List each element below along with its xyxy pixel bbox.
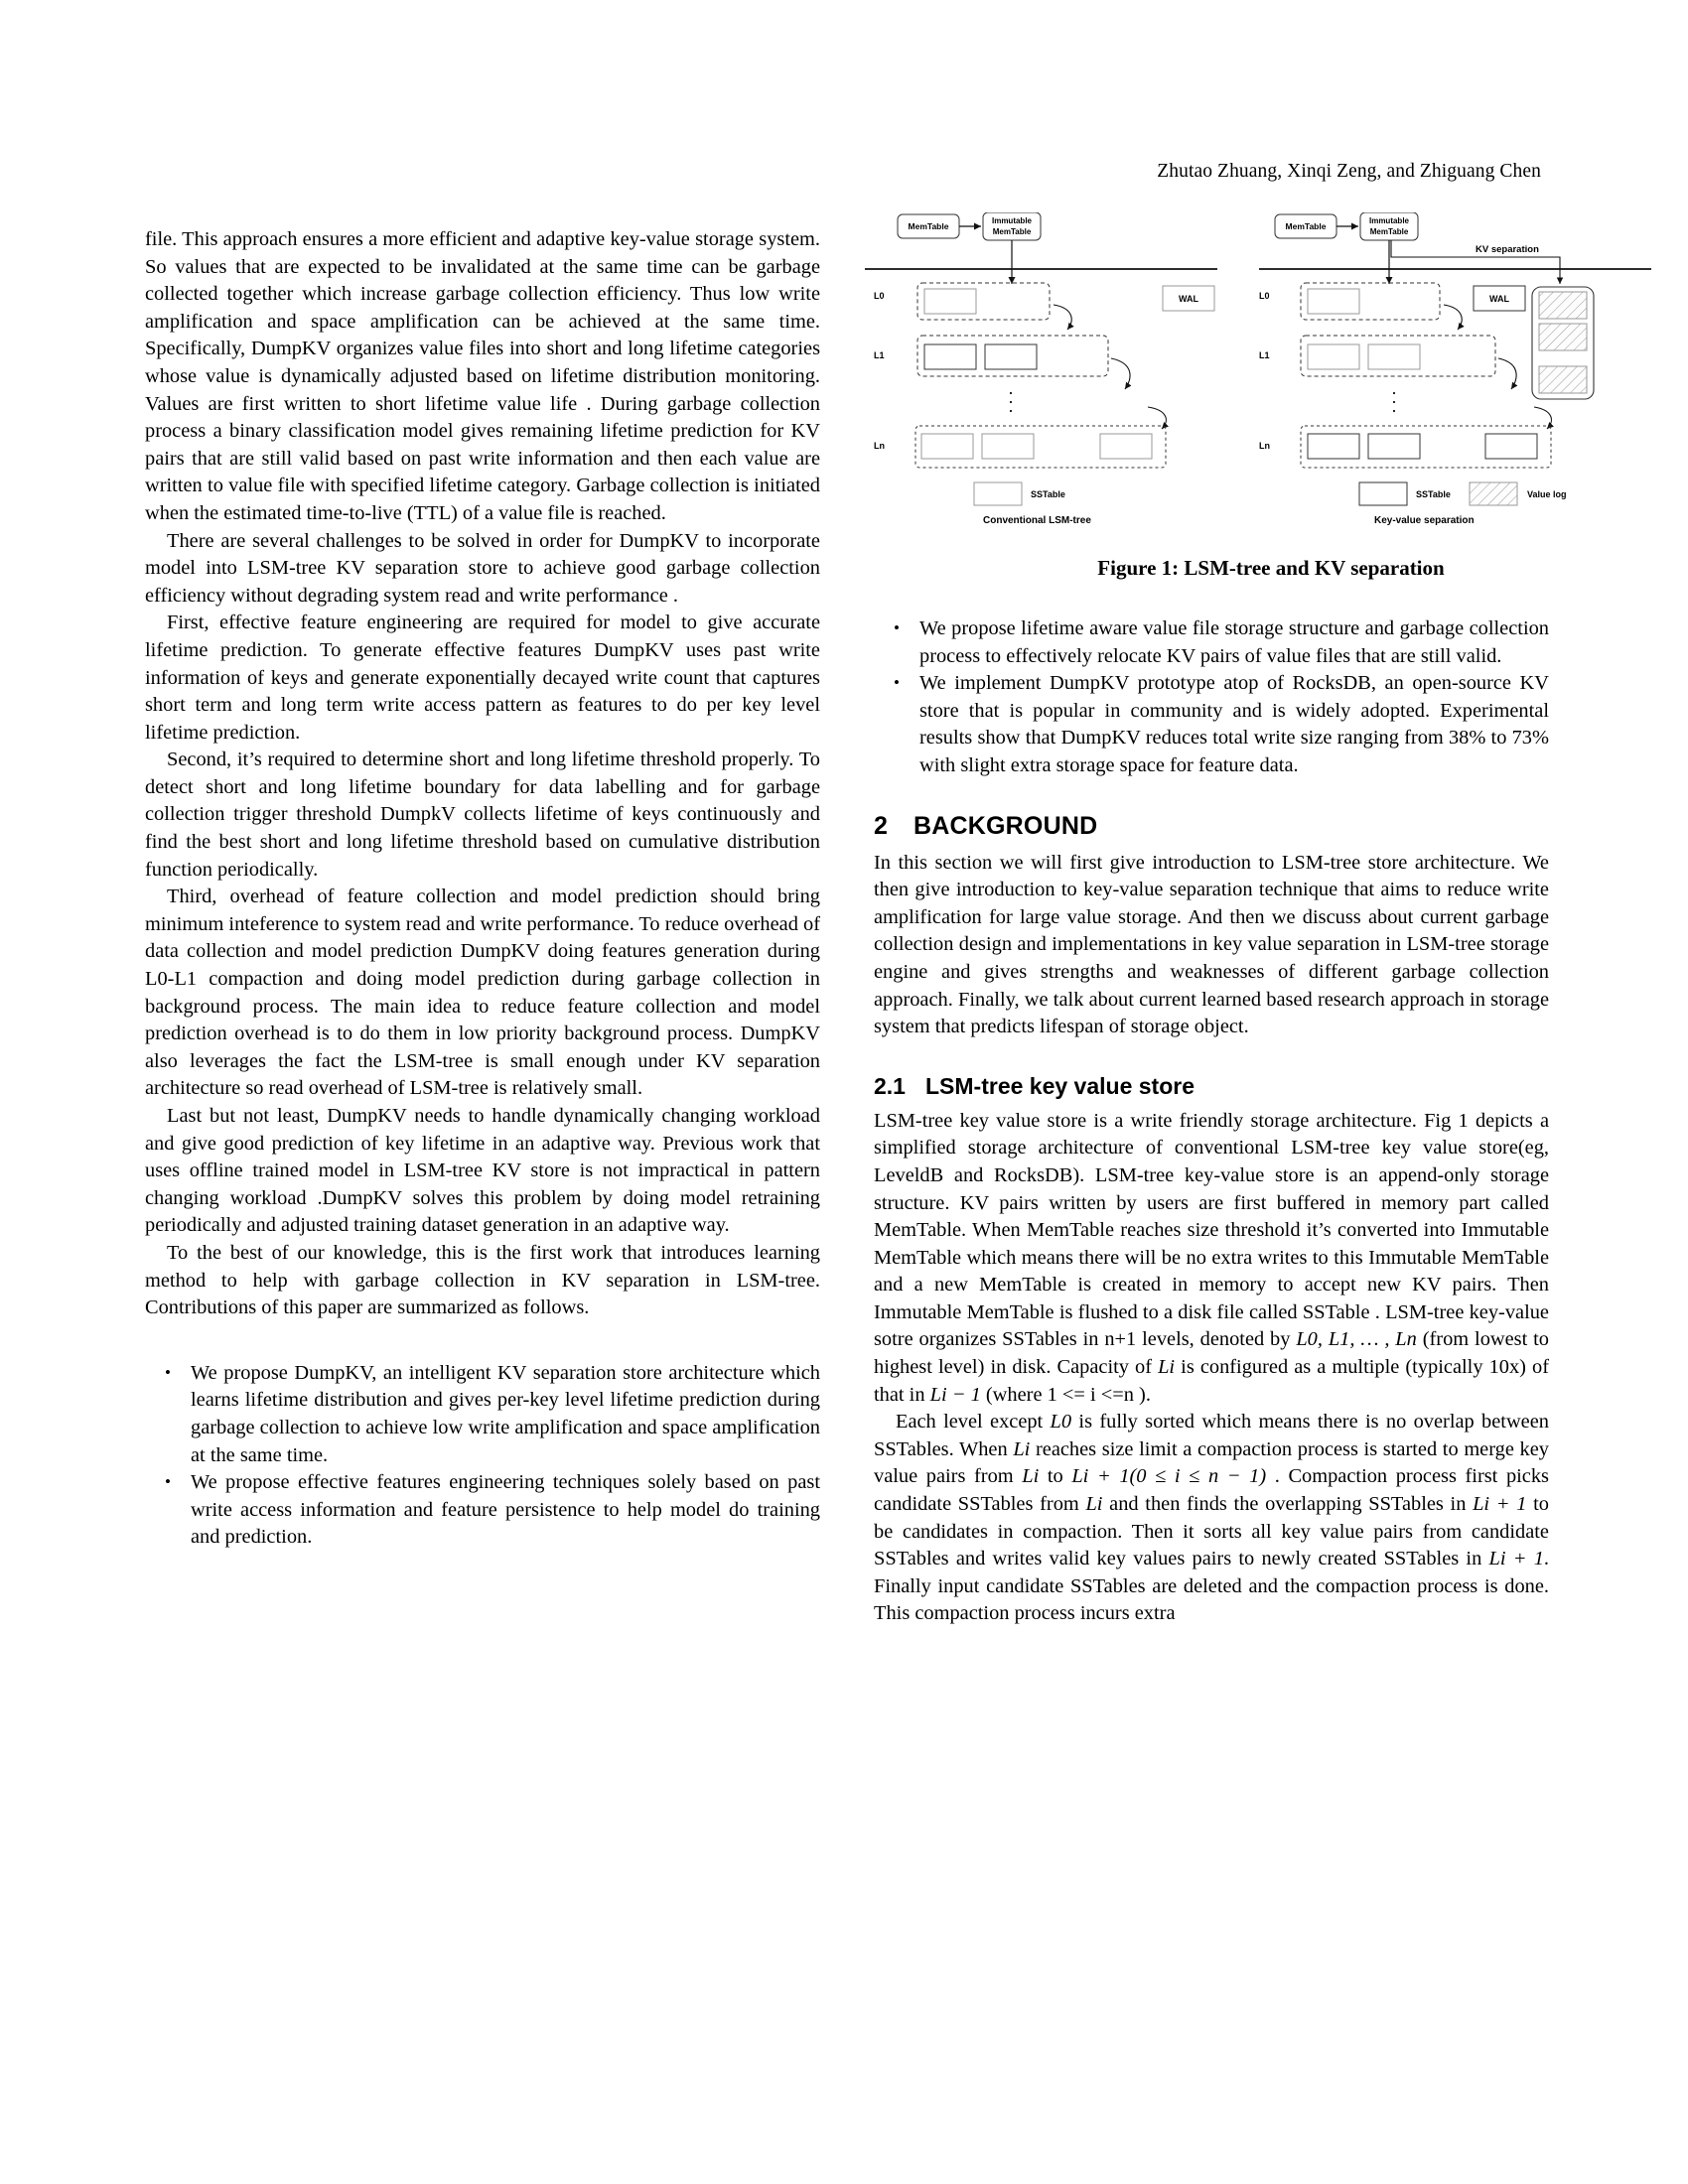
level-label-l1: L1 — [1259, 350, 1270, 360]
level-label-ln: Ln — [1259, 441, 1270, 451]
immutable-memtable-label-line1: Immutable — [1368, 216, 1410, 225]
memtable-label: MemTable — [1285, 221, 1327, 231]
subsection-title: LSM-tree key value store — [925, 1072, 1196, 1099]
math-run: Li + 1(0 ≤ i ≤ n − 1) — [1071, 1465, 1267, 1488]
text-run: is configured as a multiple (typically 10x) of that in — [874, 1356, 1550, 1406]
text-run: is fully sorted which means there is no overlap between SSTables. When — [874, 1411, 1549, 1460]
section-title: BACKGROUND — [914, 811, 1098, 840]
value-log-block — [1539, 292, 1587, 319]
figure-1-lsm-tree-kv-separation — [862, 212, 1666, 530]
right-column — [874, 615, 1549, 1628]
diagram-title-conventional: Conventional LSM-tree — [983, 515, 1091, 526]
running-head-authors: Zhutao Zhuang, Xinqi Zeng, and Zhiguang Chen — [1157, 161, 1541, 182]
section-heading-background — [874, 810, 1549, 842]
list-item: • We propose effective features engineering techniques solely based on past write access information and feature persistence to help model do training and prediction. — [145, 1469, 820, 1552]
conventional-lsm-tree-diagram — [865, 212, 1217, 526]
memtable-label: MemTable — [908, 221, 949, 231]
list-item: • We propose DumpKV, an intelligent KV separation store architecture which learns lifetime distribution and gives per-key level lifetime prediction during garbage collection to achieve low write amplification and space amplification at the same time. — [145, 1360, 820, 1469]
level-label-ln: Ln — [874, 441, 885, 451]
contributions-list-right — [874, 615, 1549, 780]
math-run: Li — [1158, 1356, 1176, 1379]
math-run: Li — [1022, 1465, 1040, 1488]
wal-label: WAL — [1489, 294, 1509, 304]
value-log-block — [1539, 324, 1587, 350]
kv-separation-label: KV separation — [1476, 244, 1539, 255]
legend-sstable-label: SSTable — [1416, 489, 1451, 499]
diagram-title-kv-separation: Key-value separation — [1374, 515, 1475, 526]
text-run: to — [1039, 1465, 1072, 1488]
immutable-memtable-label-line1: Immutable — [991, 216, 1033, 225]
level-label-l0: L0 — [874, 291, 885, 301]
legend-sstable-label: SSTable — [1031, 489, 1065, 499]
math-run: L0, L1, … , Ln — [1296, 1328, 1417, 1351]
section-number: 2 — [874, 811, 889, 840]
immutable-memtable-label-line2: MemTable — [992, 227, 1032, 236]
paragraph-compaction — [874, 1409, 1549, 1628]
figure-caption: Figure 1: LSM-tree and KV separation — [1097, 556, 1445, 580]
contributions-list-left — [145, 1360, 820, 1552]
math-run: L0 — [1050, 1411, 1072, 1433]
value-log-block — [1539, 366, 1587, 393]
text-run: (from lowest to highest level) in disk. Capacity of — [874, 1328, 1549, 1379]
immutable-memtable-label-line2: MemTable — [1369, 227, 1409, 236]
text-run: (where 1 <= i <=n ). — [980, 1383, 1151, 1406]
math-run: Li − 1 — [929, 1383, 981, 1406]
paragraph-first-challenge: First, effective feature engineering are required for model to give accurate lifetime prediction. To generate effective features DumpKV uses past write information of keys and generate exponentially decayed write count that captures short term and long term write access pattern as features to do per key level lifetime prediction. — [145, 612, 820, 744]
text-run: reaches size limit a compaction process is started to merge key value pairs from — [874, 1437, 1549, 1488]
paragraph-lsm-architecture — [874, 1108, 1549, 1410]
paragraph-second-challenge: Second, it’s required to determine short and long lifetime threshold properly. To detect short and long lifetime boundary for data labelling and for garbage collection trigger threshold DumpkV collects lifetime of keys continuously and find the best short and long lifetime threshold based on cumulative distribution function periodically. — [145, 749, 820, 881]
paragraph-challenges: There are several challenges to be solved in order for DumpKV to incorporate model into LSM-tree KV separation store to achieve good garbage collection efficiency without degrading system read and write performance . — [145, 529, 820, 607]
list-item: • We implement DumpKV prototype atop of RocksDB, an open-source KV store that is popular in community and is widely adopted. Experimental results show that DumpKV reduces total write size ranging from 38% to 73% with slight extra storage space for feature data. — [874, 670, 1549, 779]
paragraph-last-challenge: Last but not least, DumpKV needs to handle dynamically changing workload and give good prediction of key lifetime in an adaptive way. Previous work that uses offline trained model in LSM-tree KV store is not impractical in pattern changing workload .DumpKV solves this problem by doing model retraining periodically and adjusted training dataset generation in an adaptive way. — [145, 1105, 820, 1237]
math-run: Li + 1 — [1488, 1548, 1544, 1570]
subsection-heading-lsm-tree-kv-store — [874, 1071, 1549, 1101]
text-run: and then finds the overlapping SSTables in — [1102, 1493, 1474, 1516]
subsection-number: 2.1 — [874, 1072, 906, 1099]
math-run: Li — [1085, 1493, 1103, 1516]
left-column — [145, 226, 820, 1552]
text-run: Each level except — [896, 1411, 1051, 1433]
list-item: • We propose lifetime aware value file storage structure and garbage collection process to effectively relocate KV pairs of value files that are still valid. — [874, 615, 1549, 670]
paragraph-continuation: file. This approach ensures a more efficient and adaptive key-value storage system. So values that are expected to be invalidated at the same time can be garbage collected together which increase garbage collection efficiency. Thus low write amplification and space amplification can be achieved at the same time. Specifically, DumpKV organizes value files into short and long lifetime categories whose value is dynamically adjusted based on lifetime distribution monitoring. Values are first written to short lifetime value life . During garbage collection process a binary classification model gives remaining lifetime prediction for KV pairs that are still valid based on past write information and then each value are written to value file with specified lifetime category. Garbage collection is initiated when the estimated time-to-live (TTL) of a value file is reached. — [145, 228, 820, 524]
math-run: Li — [1013, 1437, 1031, 1460]
text-run: . Finally input candidate SSTables are deleted and the compaction process is done. This compaction process incurs extra — [874, 1548, 1549, 1625]
text-run: LSM-tree key value store is a write friendly storage architecture. Fig 1 depicts a simplified storage architecture of conventional LSM-tree key value store(eg, LeveldB and RocksDB). LSM-tree key-value store is an append-only storage structure. KV pairs written by users are first buffered in memory part called MemTable. When MemTable reaches size threshold it’s converted into Immutable MemTable which means there will be no extra writes to this Immutable MemTable and a new MemTable is created in memory to accept new KV pairs. Then Immutable MemTable is flushed to a disk file called SSTable . LSM-tree key-value sotre organizes SSTables in n+1 levels, denoted by — [874, 1109, 1549, 1351]
text-run: to be candidates in compaction. Then it sorts all key value pairs from candidate SSTables and writes valid key values pairs to newly created SSTables in — [874, 1493, 1549, 1570]
wal-label: WAL — [1179, 294, 1198, 304]
level-label-l1: L1 — [874, 350, 885, 360]
key-value-separation-diagram — [1259, 212, 1651, 526]
paragraph-background-intro: In this section we will first give introduction to LSM-tree store architecture. We then give introduction to key-value separation technique that aims to reduce write amplification for large value storage. And then we discuss about current garbage collection design and implementations in key value separation in LSM-tree storage engine and gives strengths and weaknesses of different garbage collection approach. Finally, we talk about current learned based research approach in storage system that predicts lifespan of storage object. — [874, 851, 1549, 1038]
list-spacer — [145, 1322, 820, 1360]
math-run: Li + 1 — [1473, 1493, 1527, 1516]
level-label-l0: L0 — [1259, 291, 1270, 301]
paragraph-third-challenge: Third, overhead of feature collection and model prediction should bring minimum inteference to system read and write performance. To reduce overhead of data collection and model prediction DumpKV doing features generation during L0-L1 compaction and doing model prediction during garbage collection in background process. The main idea to reduce feature collection and model prediction overhead is to do them in low priority background process. DumpKV also leverages the fact the LSM-tree is small enough under KV separation architecture so read overhead of LSM-tree is relatively small. — [145, 886, 820, 1100]
text-run: . Compaction process first picks candidate SSTables from — [874, 1465, 1549, 1516]
paragraph-contributions-intro: To the best of our knowledge, this is the first work that introduces learning method to help with garbage collection in KV separation in LSM-tree. Contributions of this paper are summarized as follows. — [145, 1241, 820, 1319]
legend-valuelog-label: Value log — [1527, 489, 1567, 499]
